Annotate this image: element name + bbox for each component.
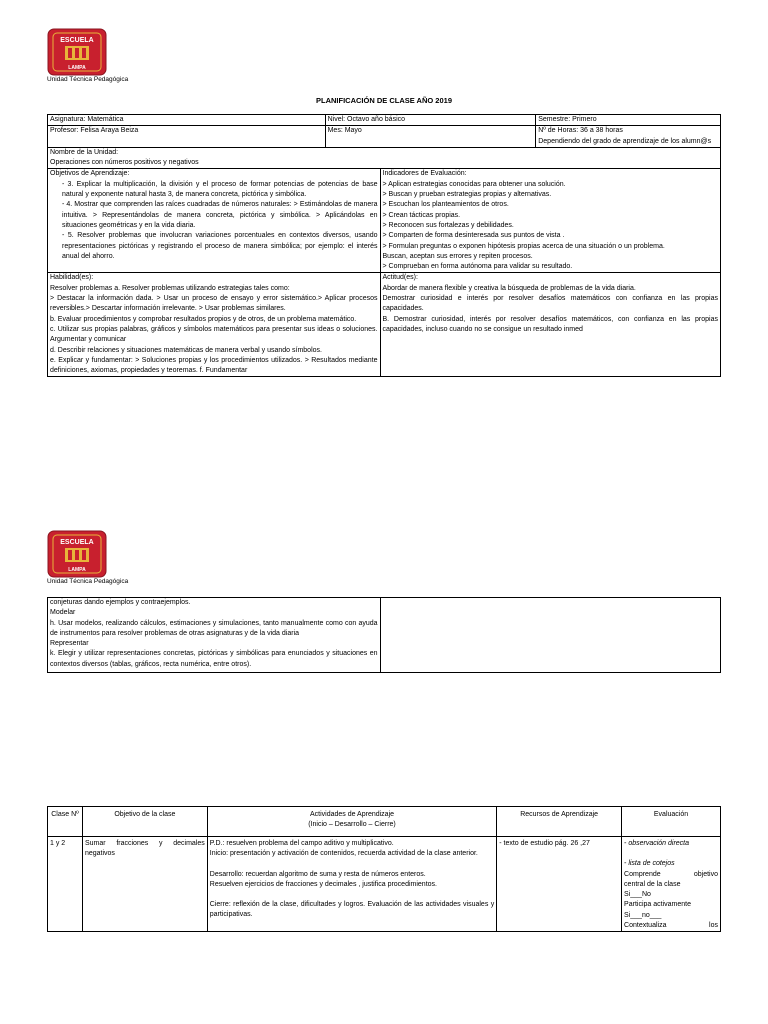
objetivos-label: Objetivos de Aprendizaje:	[50, 170, 130, 178]
actividad-desarrollo: Desarrollo: recuerdan algoritmo de suma y resta de números enteros.	[209, 870, 426, 878]
indicadores-label: Indicadores de Evaluación:	[382, 170, 467, 178]
unidad-value: Operaciones con números positivos y negativos	[50, 159, 199, 167]
unidad-row	[48, 147, 721, 169]
habilidad-item: Representar	[50, 640, 89, 648]
info-row-2	[48, 126, 721, 148]
header-clase: Clase Nº	[48, 807, 83, 837]
indicador-item: > Formulan preguntas o exponen hipótesis propias acerca de una situación o un problema.	[382, 242, 665, 250]
indicador-item: Buscan, aceptan sus errores y repiten procesos.	[382, 252, 533, 260]
activities-row	[48, 837, 721, 932]
eval-lista	[624, 859, 718, 869]
habilidad-item: b. Evaluar procedimientos y comprobar resultados propios y de otros, de un problema matemático.	[50, 315, 357, 323]
eval-contextualiza-a: Contextualiza	[624, 922, 667, 930]
eval-contextualiza	[624, 921, 718, 931]
indicador-item: > Comparten de forma desinteresada sus puntos de vista .	[382, 232, 565, 240]
nivel-cell: Nivel: Octavo año básico	[325, 115, 536, 126]
eval-participa: Participa activamente	[624, 901, 691, 909]
eval-observacion: - observación directa	[624, 840, 690, 847]
objetivo-item: - 5. Resolver problemas que involucran variaciones porcentuales en contextos diversos, usando representaciones pictóricas y registrando el proceso de manera simbólica; por ejemplo: el interés anual del ahorro.	[62, 232, 378, 260]
habilidad-item: c. Utilizar sus propias palabras, gráficos y símbolos matemáticos para presentar sus ideas o soluciones. Argumentar y comunicar	[50, 325, 378, 344]
objetivo-item: - 3. Explicar la multiplicación, la división y el proceso de formar potencias de potencias de base natural y exponente natural hasta 3, de manera concreta, pictórica y simbólica.	[62, 180, 378, 199]
actitud-item: Demostrar curiosidad e interés por resolver desafíos matemáticos con confianza en las propias capacidades.	[382, 295, 718, 313]
habilidad-item: Resolver problemas a. Resolver problemas utilizando estrategias tales como:	[50, 284, 290, 292]
indicador-item: > Buscan y prueban estrategias propias y alternativas.	[382, 191, 552, 199]
indicadores-cell	[380, 169, 721, 273]
habilidad-item: Modelar	[50, 609, 76, 617]
row-clase: 1 y 2	[48, 837, 83, 932]
horas-note: Dependiendo del grado de aprendizaje de los alumn@s	[538, 137, 712, 145]
actitudes-cell-continued	[380, 598, 720, 673]
objetivos-cell	[48, 169, 381, 273]
logo-text-bottom: LAMPA	[68, 567, 86, 573]
habilidad-item: > Destacar la información dada. > Usar un proceso de ensayo y error sistemático.> Aplicar procesos reversibles.> Descartar información irrelevante. > Usar problemas similares.	[50, 295, 378, 313]
objetivo-item: - 4. Mostrar que comprenden las raíces cuadradas de números naturales: > Estimándolas de manera intuitiva. > Representándolas de manera concreta, pictórica y simbólica. > Aplicándolas en situaciones geométricas y en la vida diaria.	[62, 201, 378, 229]
eval-comprende-b: objetivo	[693, 870, 718, 878]
class-activities-table	[47, 806, 721, 932]
actividad-pd: P.D.: resuelven problema del campo aditivo y multiplicativo.	[209, 840, 394, 847]
eval-si-no-1: Si___No	[624, 891, 651, 899]
actitudes-cell	[380, 273, 721, 377]
header-objetivo: Objetivo de la clase	[82, 807, 207, 837]
header-recursos: Recursos de Aprendizaje	[497, 807, 622, 837]
school-logo	[47, 28, 107, 76]
actitud-item: Abordar de manera flexible y creativa la búsqueda de problemas de la vida diaria.	[382, 284, 636, 292]
objetivos-row	[48, 169, 721, 273]
eval-comprende	[624, 870, 718, 880]
header-actividades	[207, 807, 496, 837]
unit-label: Unidad Técnica Pedagógica	[47, 578, 129, 585]
habilidades-label: Habilidad(es):	[50, 274, 94, 282]
header-evaluacion: Evaluación	[622, 807, 721, 837]
school-logo	[47, 530, 107, 578]
header-actividades-sub: (Inicio – Desarrollo – Cierre)	[308, 821, 396, 829]
actitud-item: B. Demostrar curiosidad, interés por resolver desafíos matemáticos, con confianza en las propias capacidades, incluso cuando no se consigue un resultado inmed	[382, 315, 718, 333]
row-evaluacion	[622, 837, 721, 932]
planning-table	[47, 114, 721, 377]
unidad-cell	[48, 147, 721, 169]
logo-text-bottom: LAMPA	[68, 65, 86, 71]
indicador-item: > Aplican estrategias conocidas para obtener una solución.	[382, 180, 566, 188]
header-actividades-title: Actividades de Aprendizaje	[309, 811, 395, 818]
document-title: PLANIFICACIÓN DE CLASE AÑO 2019	[316, 96, 452, 105]
horas-text: Nº de Horas: 36 a 38 horas	[538, 127, 623, 135]
habilidades-row	[48, 273, 721, 377]
eval-contextualiza-b: los	[709, 922, 718, 930]
horas-cell	[536, 126, 721, 148]
logo-text-top: ESCUELA	[60, 37, 94, 44]
actitudes-label: Actitud(es):	[382, 274, 418, 282]
eval-comprende-a: Comprende	[624, 870, 661, 878]
planning-table-continued	[47, 597, 721, 673]
unit-label: Unidad Técnica Pedagógica	[47, 76, 129, 83]
semestre-cell: Semestre: Primero	[536, 115, 721, 126]
actividad-ejercicios: Resuelven ejercicios de fracciones y decimales , justifica procedimientos.	[209, 880, 437, 888]
unidad-label: Nombre de la Unidad:	[50, 148, 119, 156]
actividad-cierre: Cierre: reflexión de la clase, dificultades y logros. Evaluación de las actividades visuales y participativas.	[209, 901, 495, 919]
actividad-inicio: Inicio: presentación y activación de contenidos, recuerda actividad de la clase anterior.	[209, 850, 478, 858]
row-objetivo: Sumar fracciones y decimales negativos	[82, 837, 207, 932]
activities-header-row	[48, 807, 721, 837]
indicador-item: > Crean tácticas propias.	[382, 211, 461, 219]
eval-lista-text: - lista de cotejos	[624, 860, 675, 868]
indicador-item: > Comprueban en forma autónoma para validar su resultado.	[382, 263, 573, 271]
habilidad-item: d. Describir relaciones y situaciones matemáticas de manera verbal y usando símbolos.	[50, 346, 322, 354]
habilidades-cell	[48, 273, 381, 377]
habilidad-item: k. Elegir y utilizar representaciones concretas, pictóricas y simbólicas para enunciados y situaciones en contextos diversos (tablas, gráficos, recta numérica, entre otros).	[50, 650, 378, 668]
eval-si-no-2: Si___no___	[624, 911, 662, 919]
mes-cell: Mes: Mayo	[325, 126, 536, 148]
indicador-item: > Escuchan los planteamientos de otros.	[382, 201, 509, 209]
row-actividades	[207, 837, 496, 932]
indicador-item: > Reconocen sus fortalezas y debilidades.	[382, 221, 514, 229]
habilidades-cell-continued	[48, 598, 381, 673]
profesor-cell: Profesor: Felisa Araya Beiza	[48, 126, 326, 148]
row-recursos: - texto de estudio pág. 26 ,27	[497, 837, 622, 932]
habilidad-item: conjeturas dando ejemplos y contraejemplos.	[50, 599, 191, 606]
eval-central: central de la clase	[624, 880, 681, 888]
asignatura-cell: Asignatura: Matemática	[48, 115, 326, 126]
habilidad-item: h. Usar modelos, realizando cálculos, estimaciones y simulaciones, tanto manualmente como con ayuda de instrumentos para resolver problemas de otras asignaturas y de la vida diaria	[50, 619, 378, 637]
habilidades-row-continued	[48, 598, 721, 673]
habilidad-item: e. Explicar y fundamentar: > Soluciones propias y los procedimientos utilizados. > Resultados mediante definiciones, axiomas, propiedades y teoremas. f. Fundamentar	[50, 356, 378, 375]
info-row-1	[48, 115, 721, 126]
logo-text-top: ESCUELA	[60, 539, 94, 546]
